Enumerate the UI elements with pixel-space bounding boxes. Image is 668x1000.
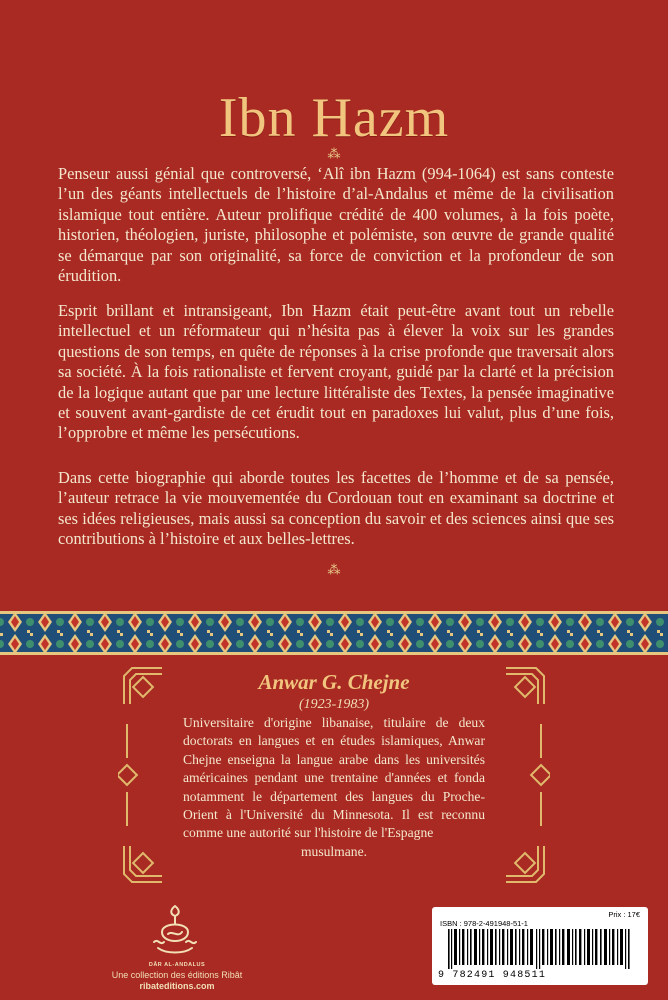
barcode-box xyxy=(432,907,648,985)
mosaic-pattern-band xyxy=(0,611,668,655)
author-biography xyxy=(183,714,485,861)
publisher-logo-name: DÂR AL-ANDALUS xyxy=(148,962,206,968)
barcode-bars xyxy=(438,929,642,969)
publisher-collection: Une collection des éditions Ribât xyxy=(111,970,243,980)
isbn-label: ISBN : 978-2-491948-51-1 xyxy=(440,919,528,928)
book-title: Ibn Hazm xyxy=(218,86,450,149)
paragraph-text: Dans cette biographie qui aborde toutes les facettes de l’homme et de sa pensée, l’auteur retrace la vie mouvementée du Cordouan tout en examinant sa doctrine et ses idées religieuses, mais aussi sa conception du savoir et des sciences ainsi que ses contributions à l’histoire et aux belles-lettres. xyxy=(58,468,614,549)
author-dates: (1923-1983) xyxy=(299,697,369,712)
biography-text: Universitaire d'origine libanaise, titulaire de deux doctorats en langues et en études islamiques, Anwar Chejne enseigna la langue arabe dans les universités américaines pendant une trentaine d'années et fonda notamment le département des langues du Proche-Orient à l'Université du Minnesota. Il est reconnu comme une autorité sur l'histoire de l'Espagne xyxy=(183,715,485,841)
paragraph-text: Penseur aussi génial que controversé, ‘Alî ibn Hazm (994-1064) est sans conteste l’un des géants intellectuels de l’histoire d’al-Andalus et même de la civilisation islamique tout entière. Auteur prolifique crédité de 400 volumes, à la fois poète, historien, théologien, juriste, philosophe et polémiste, son œuvre de grande qualité se démarque par son originalité, sa force de conviction et la profondeur de son érudition. xyxy=(58,164,614,286)
description-paragraph-3 xyxy=(58,468,614,550)
publisher-logo-icon xyxy=(140,902,210,962)
ornament-divider-top: ⁂ xyxy=(327,146,341,161)
barcode-digits: 9 782491 948511 xyxy=(438,970,547,981)
publisher-caption xyxy=(92,962,262,991)
description-paragraph-2 xyxy=(58,301,614,444)
biography-last-line: musulmane. xyxy=(300,843,368,859)
description-paragraph-1 xyxy=(58,164,614,286)
price-label: Prix : 17€ xyxy=(608,910,640,919)
publisher-website: ribateditions.com xyxy=(139,981,215,991)
paragraph-text: Esprit brillant et intransigeant, Ibn Hazm était peut-être avant tout un rebelle intellectuel et un réformateur qui n’hésita pas à élever la voix sur les grandes questions de son temps, en quête de réponses à la crise profonde que traversait alors sa société. À la fois rationaliste et fervent croyant, guidé par la clarté et la précision de la logique autant que par une lecture littéraliste des Textes, la pensée imaginative et souvent avant-gardiste de cet érudit tout en paradoxes lui valut, plus d’une fois, l’opprobre et même les persécutions. xyxy=(58,301,614,443)
author-name: Anwar G. Chejne xyxy=(258,670,410,694)
ornament-divider-bottom: ⁂ xyxy=(327,562,341,577)
